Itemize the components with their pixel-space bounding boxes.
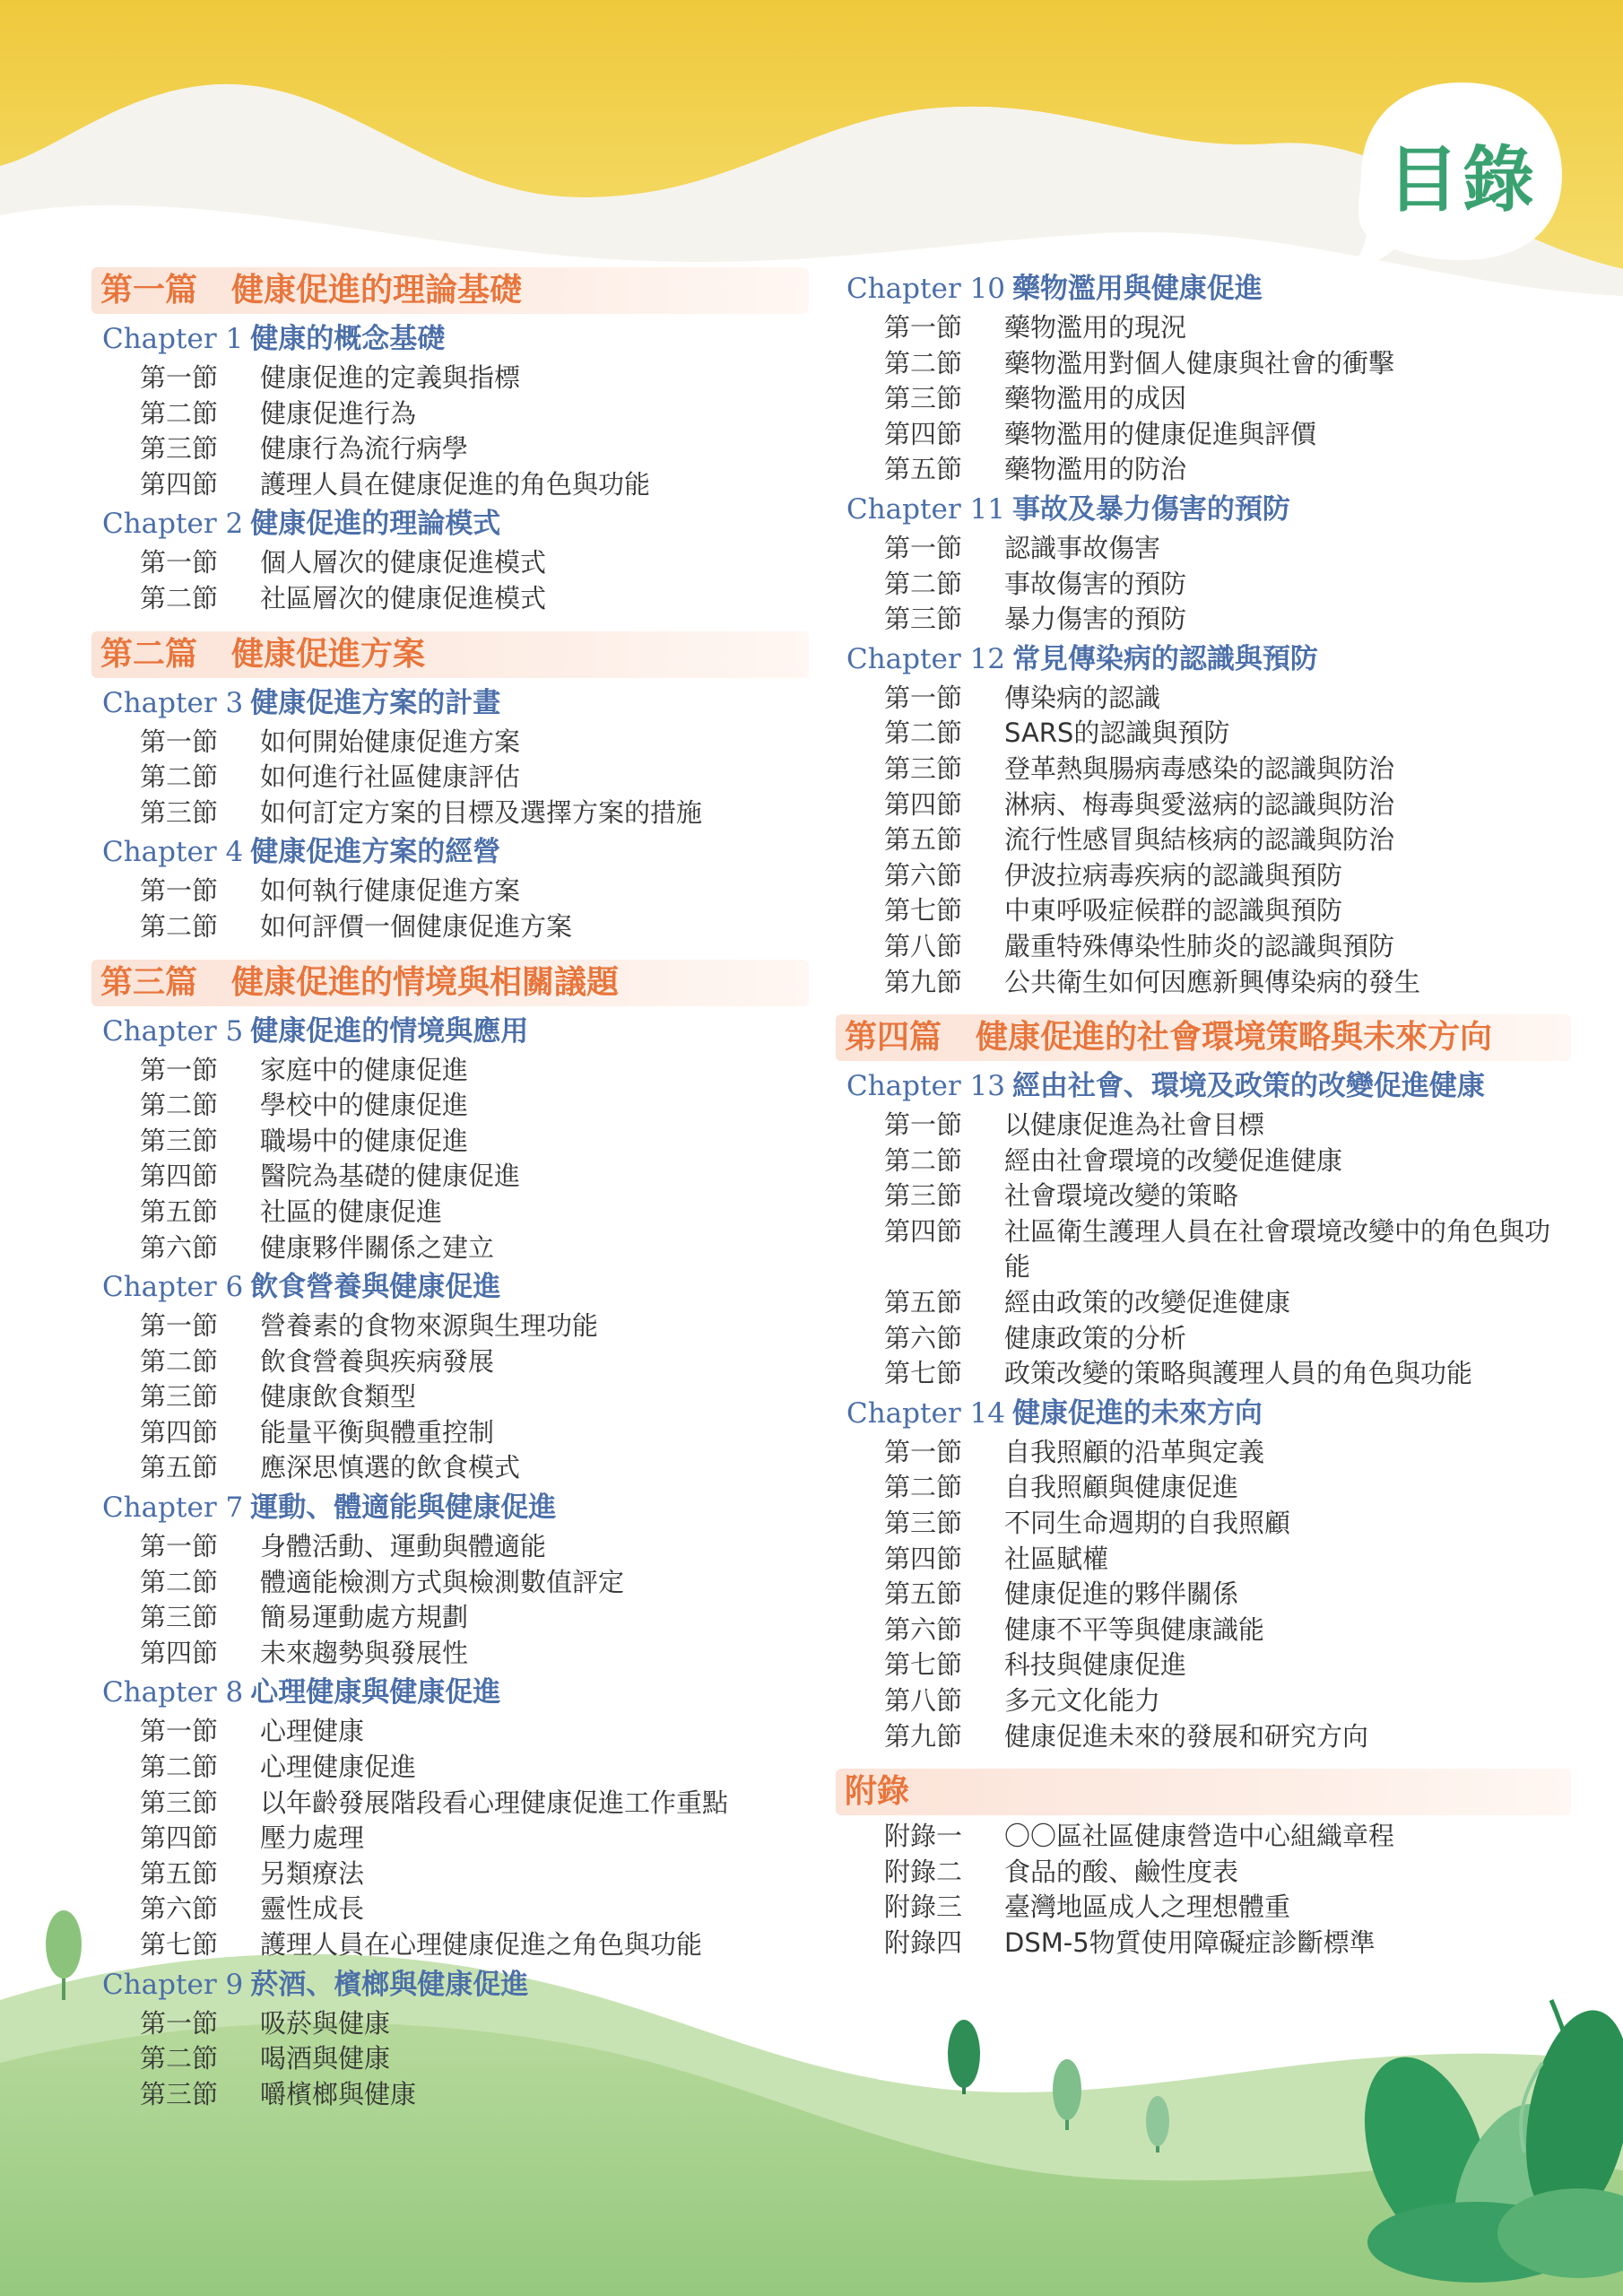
section-title: 如何評價一個健康促進方案: [260, 910, 573, 942]
chapter-title: 健康的概念基礎: [250, 323, 446, 355]
foliage-right: [1342, 2000, 1623, 2283]
section-entry: [836, 822, 1571, 858]
chapter-title: 常見傳染病的認識與預防: [1011, 642, 1318, 675]
section-number: 第四節: [140, 1416, 219, 1448]
section-number: 第三節: [140, 1381, 219, 1413]
section-title: 流行性感冒與結核病的認識與防治: [1004, 824, 1395, 856]
section-entry: [91, 909, 809, 945]
section-number: 第一節: [140, 1310, 219, 1342]
part-heading: [836, 1014, 1571, 1061]
chapter-heading: [91, 317, 809, 361]
section-entry: [91, 361, 809, 396]
section-number: 第六節: [140, 1231, 219, 1263]
chapter-number: Chapter 8: [102, 1676, 244, 1709]
section-entry: [91, 874, 809, 909]
section-title: 醫院為基礎的健康促進: [260, 1161, 521, 1192]
section-entry: [836, 716, 1571, 752]
section-title: 能量平衡與體重控制: [260, 1416, 495, 1448]
section-entry: [836, 1719, 1571, 1755]
chapter-number: Chapter 7: [102, 1492, 244, 1525]
section-number: 第七節: [884, 1649, 963, 1681]
section-title: 嚴重特殊傳染性肺炎的認識與預防: [1004, 930, 1395, 961]
toc-badge: [1361, 79, 1564, 267]
section-number: 第四節: [884, 1543, 963, 1574]
section-entry: [91, 1636, 809, 1672]
section-entry: [836, 965, 1571, 1001]
chapter-heading: [836, 638, 1571, 681]
section-entry: [836, 417, 1571, 453]
chapter-title: 運動、體適能與健康促進: [250, 1492, 557, 1525]
chapter-heading: [91, 831, 809, 874]
section-entry: [836, 1506, 1571, 1542]
section-number: 第二節: [884, 568, 963, 599]
chapter-title: 健康促進方案的經營: [250, 836, 501, 869]
section-entry: [91, 760, 809, 796]
section-entry: [91, 1600, 809, 1636]
chapter-heading: [91, 1963, 809, 2006]
section-number: 第二節: [140, 2043, 219, 2074]
section-title: 應深思慎選的飲食模式: [260, 1452, 521, 1483]
section-title: 經由政策的改變促進健康: [1004, 1287, 1291, 1318]
section-entry: [836, 1435, 1571, 1471]
section-number: 第八節: [884, 930, 963, 961]
appendix-title: 附錄: [845, 1773, 910, 1811]
chapter-title: 健康促進的未來方向: [1011, 1396, 1263, 1430]
section-number: 第三節: [884, 1180, 963, 1212]
section-number: 第三節: [884, 1508, 963, 1539]
section-entry: [836, 1214, 1571, 1285]
section-entry: [836, 531, 1571, 567]
chapter-number: Chapter 1: [102, 323, 244, 355]
section-number: 第三節: [884, 604, 963, 635]
section-number: 第五節: [140, 1452, 219, 1483]
section-entry: [91, 1195, 809, 1231]
chapter-title: 經由社會、環境及政策的改變促進健康: [1011, 1070, 1485, 1103]
section-title: 健康促進未來的發展和研究方向: [1004, 1720, 1369, 1752]
section-entry: [91, 1450, 809, 1486]
section-title: 健康行為流行病學: [260, 433, 469, 465]
section-title: 心理健康: [260, 1716, 365, 1747]
section-title: 社區衛生護理人員在社會環境改變中的角色與功能: [1004, 1215, 1551, 1283]
section-number: 第五節: [884, 1287, 963, 1318]
section-number: 第一節: [884, 532, 963, 563]
section-number: 第二節: [140, 582, 219, 613]
section-title: 社區的健康促進: [260, 1196, 443, 1227]
section-title: 中東呼吸症候群的認識與預防: [1004, 895, 1343, 926]
section-title: 護理人員在健康促進的角色與功能: [260, 468, 651, 500]
section-number: 第七節: [884, 1358, 963, 1389]
chapter-number: Chapter 13: [846, 1070, 1005, 1103]
section-title: 護理人員在心理健康促進之角色與功能: [260, 1929, 703, 1960]
section-number: 第二節: [140, 1345, 219, 1377]
section-title: 吸菸與健康: [260, 2007, 391, 2039]
section-entry: [836, 929, 1571, 965]
section-entry: [91, 1415, 809, 1451]
chapter-heading: [91, 502, 809, 545]
section-entry: [836, 1356, 1571, 1392]
section-title: 壓力處理: [260, 1822, 365, 1854]
chapter-number: Chapter 12: [846, 642, 1005, 675]
section-number: 第二節: [884, 1472, 963, 1503]
chapter-title: 菸酒、檳榔與健康促進: [250, 1968, 529, 2001]
section-entry: [91, 1529, 809, 1565]
appendix-number: 附錄二: [884, 1856, 963, 1887]
section-entry: [91, 1565, 809, 1601]
appendix-item-title: 〇〇區社區健康營造中心組織章程: [1004, 1821, 1395, 1852]
appendix-item-title: 臺灣地區成人之理想體重: [1004, 1892, 1291, 1923]
chapter-heading: [836, 1392, 1571, 1435]
section-number: 第五節: [884, 454, 963, 485]
chapter-heading: [836, 267, 1571, 310]
chapter-heading: [91, 1486, 809, 1529]
chapter-number: Chapter 2: [102, 508, 244, 541]
section-title: 自我照顧與健康促進: [1004, 1472, 1239, 1503]
chapter-number: Chapter 9: [102, 1968, 244, 2001]
section-number: 第四節: [140, 1822, 219, 1854]
section-number: 第二節: [140, 910, 219, 942]
section-number: 第四節: [884, 1215, 963, 1247]
section-entry: [836, 787, 1571, 823]
section-title: SARS的認識與預防: [1004, 718, 1230, 749]
toc-left-column: [91, 267, 809, 2112]
tree-mid-1: [948, 2020, 980, 2094]
section-title: 藥物濫用的防治: [1004, 454, 1187, 485]
section-entry: [91, 1159, 809, 1195]
section-entry: [836, 1470, 1571, 1506]
part-number: 第四篇: [845, 1019, 942, 1057]
chapter-title: 飲食營養與健康促進: [250, 1271, 501, 1304]
section-title: 社區層次的健康促進模式: [260, 582, 547, 613]
appendix-number: 附錄四: [884, 1926, 963, 1958]
section-number: 第三節: [140, 1125, 219, 1156]
chapter-title: 事故及暴力傷害的預防: [1011, 492, 1290, 526]
section-number: 第九節: [884, 966, 963, 997]
section-entry: [836, 310, 1571, 346]
section-title: 健康促進的定義與指標: [260, 362, 521, 393]
section-entry: [91, 1786, 809, 1822]
chapter-title: 藥物濫用與健康促進: [1011, 273, 1263, 305]
section-number: 第二節: [140, 1566, 219, 1597]
section-number: 第二節: [140, 397, 219, 429]
section-title: 科技與健康促進: [1004, 1649, 1187, 1681]
section-title: 藥物濫用的成因: [1004, 383, 1187, 414]
section-title: 如何訂定方案的目標及選擇方案的措施: [260, 796, 703, 828]
section-title: 藥物濫用對個人健康與社會的衝擊: [1004, 347, 1395, 378]
section-entry: [91, 1053, 809, 1089]
section-title: 以年齡發展階段看心理健康促進工作重點: [260, 1787, 729, 1818]
section-number: 第三節: [884, 383, 963, 414]
section-number: 第一節: [140, 875, 219, 907]
section-title: 以健康促進為社會目標: [1004, 1109, 1265, 1141]
section-title: 營養素的食物來源與生理功能: [260, 1310, 599, 1342]
section-title: 多元文化能力: [1004, 1685, 1161, 1716]
section-number: 第三節: [140, 796, 219, 828]
section-entry: [91, 581, 809, 617]
section-entry: [91, 2077, 809, 2113]
section-number: 第一節: [140, 2007, 219, 2039]
section-title: 健康不平等與健康識能: [1004, 1613, 1265, 1645]
section-title: 學校中的健康促進: [260, 1090, 469, 1121]
section-number: 第三節: [140, 2078, 219, 2109]
section-entry: [91, 431, 809, 467]
section-number: 第五節: [884, 1578, 963, 1610]
section-title: 暴力傷害的預防: [1004, 604, 1187, 635]
section-entry: [836, 858, 1571, 894]
section-number: 第三節: [884, 752, 963, 784]
section-number: 第四節: [140, 468, 219, 500]
section-entry: [836, 381, 1571, 417]
section-entry: [836, 1144, 1571, 1179]
chapter-heading: [836, 488, 1571, 531]
part-title: 健康促進的情境與相關議題: [231, 963, 620, 1001]
toc-right-column: [836, 267, 1571, 1961]
section-title: 伊波拉病毒疾病的認識與預防: [1004, 859, 1343, 891]
section-entry: [836, 1577, 1571, 1613]
section-entry: [91, 1714, 809, 1750]
section-number: 第一節: [140, 726, 219, 757]
section-number: 第二節: [140, 1090, 219, 1121]
section-entry: [836, 1321, 1571, 1357]
section-title: 事故傷害的預防: [1004, 568, 1187, 599]
section-title: 健康夥伴關係之建立: [260, 1231, 495, 1263]
chapter-heading: [91, 1265, 809, 1309]
section-entry: [91, 2006, 809, 2042]
section-title: 藥物濫用的現況: [1004, 312, 1187, 343]
section-number: 第四節: [140, 1161, 219, 1192]
section-entry: [836, 752, 1571, 787]
section-title: 健康飲食類型: [260, 1381, 417, 1413]
section-number: 第一節: [140, 362, 219, 393]
section-title: 健康促進的夥伴關係: [1004, 1578, 1239, 1610]
section-number: 第一節: [140, 1531, 219, 1562]
section-number: 第一節: [884, 312, 963, 343]
appendix-item-title: 食品的酸、鹼性度表: [1004, 1856, 1239, 1887]
section-number: 第三節: [140, 1787, 219, 1818]
section-entry: [91, 545, 809, 581]
section-title: 家庭中的健康促進: [260, 1054, 469, 1085]
section-number: 第六節: [884, 1322, 963, 1353]
section-title: 健康促進行為: [260, 397, 417, 429]
section-title: 身體活動、運動與體適能: [260, 1531, 547, 1562]
part-heading: [91, 960, 809, 1006]
section-entry: [91, 1088, 809, 1124]
chapter-heading: [91, 682, 809, 725]
section-entry: [836, 1542, 1571, 1578]
chapter-number: Chapter 4: [102, 836, 244, 869]
section-title: 自我照顧的沿革與定義: [1004, 1436, 1265, 1467]
section-entry: [91, 1821, 809, 1857]
section-title: 另類療法: [260, 1857, 365, 1889]
chapter-number: Chapter 3: [102, 686, 244, 719]
chapter-title: 心理健康與健康促進: [250, 1676, 501, 1709]
appendix-entry: [836, 1855, 1571, 1891]
section-entry: [91, 796, 809, 831]
part-title: 健康促進方案: [231, 635, 426, 673]
section-title: 簡易運動處方規劃: [260, 1602, 469, 1633]
section-entry: [91, 725, 809, 761]
section-number: 第六節: [884, 1613, 963, 1645]
section-entry: [836, 452, 1571, 488]
chapter-number: Chapter 10: [846, 273, 1005, 305]
section-number: 第六節: [140, 1893, 219, 1925]
section-number: 第二節: [884, 347, 963, 378]
section-number: 第三節: [140, 1602, 219, 1633]
section-entry: [836, 346, 1571, 382]
chapter-number: Chapter 6: [102, 1271, 244, 1304]
appendix-entry: [836, 1890, 1571, 1926]
appendix-number: 附錄一: [884, 1821, 963, 1852]
section-entry: [91, 1857, 809, 1892]
section-number: 第一節: [140, 1054, 219, 1085]
section-entry: [836, 1178, 1571, 1214]
section-title: 政策改變的策略與護理人員的角色與功能: [1004, 1358, 1473, 1389]
chapter-number: Chapter 11: [846, 492, 1005, 526]
section-number: 第四節: [884, 418, 963, 449]
section-number: 第一節: [140, 1716, 219, 1747]
part-number: 第三篇: [100, 963, 198, 1001]
section-title: 淋病、梅毒與愛滋病的認識與防治: [1004, 788, 1395, 820]
chapter-heading: [91, 1671, 809, 1714]
section-number: 第二節: [140, 761, 219, 793]
section-entry: [836, 893, 1571, 929]
section-number: 第一節: [884, 1436, 963, 1467]
section-entry: [836, 1648, 1571, 1683]
section-entry: [91, 1124, 809, 1160]
section-title: 藥物濫用的健康促進與評價: [1004, 418, 1317, 449]
chapter-number: Chapter 5: [102, 1014, 244, 1048]
section-title: 心理健康促進: [260, 1752, 417, 1783]
chapter-title: 健康促進的情境與應用: [250, 1014, 529, 1048]
section-entry: [836, 1285, 1571, 1321]
section-number: 第七節: [884, 895, 963, 926]
part-number: 第二篇: [100, 635, 198, 673]
section-title: 靈性成長: [260, 1893, 365, 1925]
section-title: 嚼檳榔與健康: [260, 2078, 417, 2109]
appendix-entry: [836, 1926, 1571, 1961]
section-title: 喝酒與健康: [260, 2043, 391, 2074]
chapter-number: Chapter 14: [846, 1396, 1005, 1430]
section-number: 第五節: [140, 1196, 219, 1227]
section-number: 第五節: [140, 1857, 219, 1889]
chapter-heading: [836, 1065, 1571, 1108]
section-number: 第四節: [884, 788, 963, 820]
appendix-item-title: DSM-5物質使用障礙症診斷標準: [1004, 1926, 1376, 1958]
appendix-heading: [836, 1769, 1571, 1815]
section-entry: [836, 1613, 1571, 1648]
section-title: 傳染病的認識: [1004, 682, 1161, 713]
section-number: 第三節: [140, 433, 219, 465]
section-entry: [836, 567, 1571, 603]
section-number: 第七節: [140, 1929, 219, 1960]
section-title: 登革熱與腸病毒感染的認識與防治: [1004, 752, 1395, 784]
section-number: 第一節: [140, 547, 219, 578]
section-entry: [91, 1927, 809, 1963]
section-entry: [91, 2041, 809, 2077]
part-title: 健康促進的社會環境策略與未來方向: [976, 1019, 1493, 1057]
section-title: 健康政策的分析: [1004, 1322, 1187, 1353]
part-heading: [91, 631, 809, 678]
section-title: 如何開始健康促進方案: [260, 726, 521, 757]
section-entry: [836, 681, 1571, 717]
part-title: 健康促進的理論基礎: [231, 272, 523, 309]
section-title: 飲食營養與疾病發展: [260, 1345, 495, 1377]
chapter-title: 健康促進方案的計畫: [250, 686, 501, 719]
appendix-entry: [836, 1819, 1571, 1855]
section-title: 認識事故傷害: [1004, 532, 1161, 563]
section-title: 經由社會環境的改變促進健康: [1004, 1144, 1343, 1176]
chapter-title: 健康促進的理論模式: [250, 508, 501, 541]
section-title: 不同生命週期的自我照顧: [1004, 1508, 1291, 1539]
section-title: 體適能檢測方式與檢測數值評定: [260, 1566, 625, 1597]
appendix-number: 附錄三: [884, 1892, 963, 1923]
section-entry: [836, 1108, 1571, 1144]
section-entry: [91, 1231, 809, 1266]
section-title: 職場中的健康促進: [260, 1125, 469, 1156]
section-number: 第二節: [884, 1144, 963, 1176]
section-entry: [91, 1344, 809, 1380]
section-entry: [836, 602, 1571, 638]
section-entry: [91, 1309, 809, 1344]
section-number: 第九節: [884, 1720, 963, 1752]
section-number: 第四節: [140, 1637, 219, 1668]
section-title: 如何進行社區健康評估: [260, 761, 521, 793]
section-number: 第一節: [884, 682, 963, 713]
section-number: 第二節: [884, 718, 963, 749]
section-number: 第一節: [884, 1109, 963, 1141]
section-title: 未來趨勢與發展性: [260, 1637, 469, 1668]
section-title: 個人層次的健康促進模式: [260, 547, 547, 578]
section-entry: [91, 467, 809, 503]
toc-badge-text: 目錄: [1387, 137, 1538, 222]
section-number: 第二節: [140, 1752, 219, 1783]
section-title: 公共衛生如何因應新興傳染病的發生: [1004, 966, 1421, 997]
section-entry: [91, 1892, 809, 1927]
section-number: 第八節: [884, 1685, 963, 1716]
section-title: 社會環境改變的策略: [1004, 1180, 1239, 1212]
section-entry: [91, 396, 809, 432]
section-title: 如何執行健康促進方案: [260, 875, 521, 907]
chapter-heading: [91, 1010, 809, 1053]
section-entry: [91, 1750, 809, 1786]
section-entry: [91, 1379, 809, 1415]
part-number: 第一篇: [100, 272, 198, 309]
section-entry: [836, 1683, 1571, 1719]
part-heading: [91, 267, 809, 314]
section-number: 第五節: [884, 824, 963, 856]
section-title: 社區賦權: [1004, 1543, 1109, 1574]
section-number: 第六節: [884, 859, 963, 891]
